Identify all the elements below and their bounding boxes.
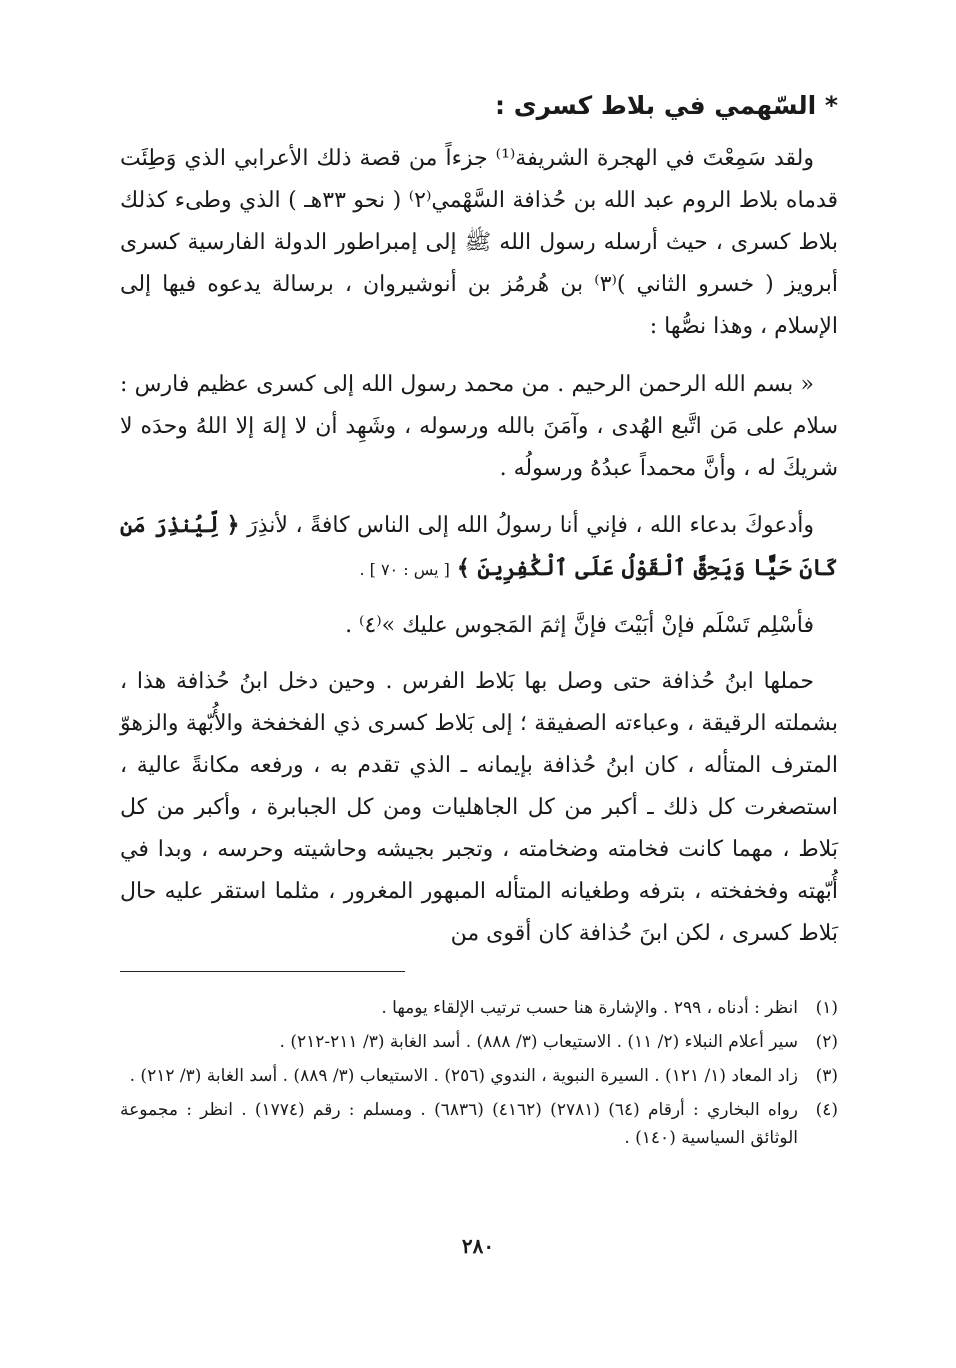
footnote-item	[120, 1062, 838, 1090]
footnote-number: (١)	[815, 998, 838, 1018]
footnote-text: سير أعلام النبلاء (٢/ ١١) . الاستيعاب (٣/ ٨٨٨) . أسد الغابة (٣/ ٢١١-٢١٢) .	[279, 1032, 798, 1052]
quran-verse: ﴿ لِّيُنذِرَ مَن كَانَ حَيًّا وَيَحِقَّ ٱلْقَوْلُ عَلَى ٱلْكَٰفِرِينَ ﴾	[120, 512, 838, 581]
section-heading: * السّهمي في بلاط كسرى :	[495, 91, 838, 120]
intro-paragraph: ولقد سَمِعْتَ في الهجرة الشريفة⁽¹⁾ جزءاً من قصة ذلك الأعرابي الذي وَطِئَت قدماه بلاط الروم عبد الله بن حُذافة السَّهْمي⁽٢⁾ ( نحو ٣٣هـ ) الذي وطىء كذلك بلاط كسرى ، حيث أرسله رسول الله ﷺ إلى إمبراطور الدولة الفارسية كسرى أبرويز ( خسرو الثاني )⁽٣⁾ بن هُرمُز بن أنوشيروان ، برسالة يدعوه فيها إلى الإسلام ، وهذا نصُّها :	[120, 146, 839, 339]
footnote-number: (٢)	[815, 1032, 838, 1052]
letter-closing: فأسْلِم تَسْلَم فإنْ أبَيْتَ فإنَّ إثمَ المَجوس عليك »⁽٤⁾ .	[345, 613, 814, 638]
letter-invitation-text: وأدعوكَ بدعاء الله ، فإني أنا رسولُ الله إلى الناس كافةً ، لأنذِرَ	[247, 513, 814, 538]
footnote-separator	[120, 971, 405, 972]
footnote-number: (٤)	[815, 1100, 838, 1120]
letter-opening: « بسم الله الرحمن الرحيم . من محمد رسول الله إلى كسرى عظيم فارس : سلام على مَن اتَّبع الهُدى ، وآمَنَ بالله ورسوله ، وشَهِد أن لا إلهَ إلا اللهُ وحدَه لا شريكَ له ، وأنَّ محمداً عبدُهُ ورسولُه .	[120, 372, 838, 481]
footnote-text: انظر : أدناه ، ٢٩٩ . والإشارة هنا حسب ترتيب الإلقاء يومها .	[381, 998, 798, 1018]
footnote-text: زاد المعاد (١/ ١٢١) . السيرة النبوية ، الندوي (٢٥٦) . الاستيعاب (٣/ ٨٨٩) . أسد الغابة (٣/ ٢١٢) .	[129, 1066, 798, 1086]
footnote-item	[120, 1028, 838, 1056]
footnote-number: (٣)	[815, 1066, 838, 1086]
book-page	[120, 80, 838, 1328]
surah-reference: [ يس : ٧٠ ] .	[359, 560, 450, 579]
footnotes	[120, 994, 838, 1152]
narrative-paragraph: حملها ابنُ حُذافة حتى وصل بها بَلاط الفرس . وحين دخل ابنُ حُذافة هذا ، بشملته الرقيقة ، وعباءته الصفيقة ؛ إلى بَلاط كسرى ذي الفخفخة والأُبّهة والزهوّ المترف المتأله ، كان ابنُ حُذافة بإيمانه ـ الذي تقدم به ، ورفعه مكانةً عالية ، استصغرت كل ذلك ـ أكبر من كل الجاهليات ومن كل الجبابرة ، وأكبر من كل بَلاط ، مهما كانت فخامته وضخامته ، وتجبر بجيشه وحاشيته وحرسه ، وبدا في أُبّهته وفخفخته ، بترفه وطغيانه المتأله المبهور المغرور ، مثلما استقر عليه حال بَلاط كسرى ، لكن ابنَ حُذافة كان أقوى من	[120, 669, 838, 946]
footnote-item	[120, 1096, 838, 1152]
letter-invitation	[120, 504, 838, 591]
footnote-item	[120, 994, 838, 1022]
footnote-text: رواه البخاري : أرقام (٦٤) (٢٧٨١) (٤١٦٢) (٦٨٣٦) . ومسلم : رقم (١٧٧٤) . انظر : مجموعة الوثائق السياسية (١٤٠) .	[120, 1100, 798, 1148]
page-number: ٢٨٠	[461, 1234, 495, 1258]
